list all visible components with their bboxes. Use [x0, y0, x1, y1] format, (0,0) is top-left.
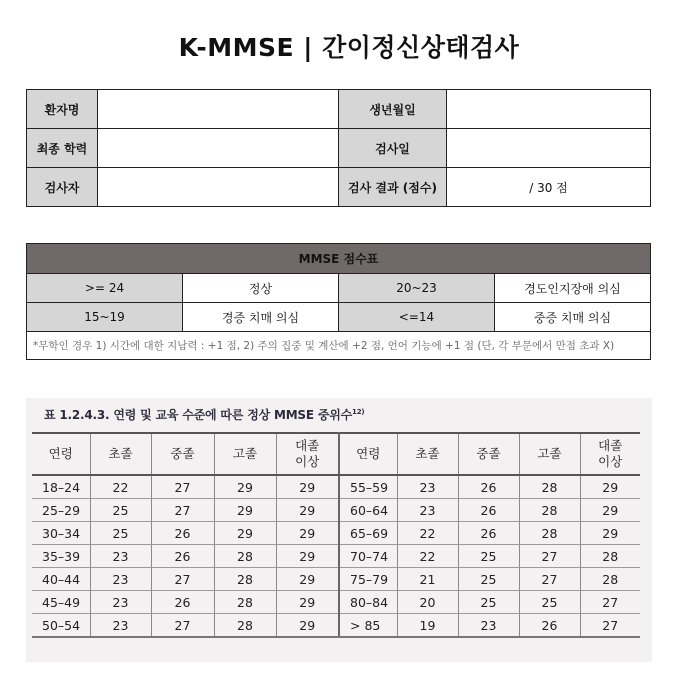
normative-column-header: 대졸 이상 — [580, 433, 640, 475]
score-range: <=14 — [339, 303, 495, 332]
score-interpretation: 정상 — [183, 274, 339, 303]
age-group-cell: 60–64 — [339, 499, 397, 522]
median-score-cell: 23 — [90, 614, 151, 638]
median-score-cell: 27 — [151, 475, 214, 499]
median-score-cell: 28 — [214, 591, 276, 614]
birthdate-field[interactable] — [447, 90, 651, 129]
median-score-cell: 27 — [580, 614, 640, 638]
age-group-cell: 65–69 — [339, 522, 397, 545]
score-interpretation: 경도인지장애 의심 — [495, 274, 651, 303]
median-score-cell: 26 — [151, 545, 214, 568]
normative-row — [32, 475, 640, 499]
median-score-cell: 25 — [458, 545, 519, 568]
age-group-cell: 80–84 — [339, 591, 397, 614]
normative-row — [32, 499, 640, 522]
age-group-cell: 35–39 — [32, 545, 90, 568]
median-score-cell: 28 — [580, 545, 640, 568]
median-score-cell: 29 — [214, 475, 276, 499]
page-title: K-MMSE | 간이정신상태검사 — [178, 33, 520, 62]
score-interpretation: 경증 치매 의심 — [183, 303, 339, 332]
normative-column-header: 중졸 — [458, 433, 519, 475]
result-label: 검사 결과 (점수) — [339, 168, 447, 207]
median-score-cell: 23 — [397, 499, 458, 522]
normative-column-header: 연령 — [32, 433, 90, 475]
score-range: >= 24 — [27, 274, 183, 303]
normative-column-header: 고졸 — [214, 433, 276, 475]
reference-table-image — [26, 398, 652, 662]
normative-column-header: 초졸 — [397, 433, 458, 475]
normative-mmse-table — [32, 432, 640, 638]
median-score-cell: 27 — [151, 614, 214, 638]
examiner-field[interactable] — [98, 168, 339, 207]
median-score-cell: 29 — [580, 522, 640, 545]
patient-name-field[interactable] — [98, 90, 339, 129]
result-score-field[interactable]: / 30 점 — [447, 168, 651, 207]
birthdate-label: 생년월일 — [339, 90, 447, 129]
median-score-cell: 29 — [276, 475, 339, 499]
median-score-cell: 23 — [90, 568, 151, 591]
median-score-cell: 28 — [519, 499, 580, 522]
median-score-cell: 28 — [519, 475, 580, 499]
median-score-cell: 29 — [580, 499, 640, 522]
median-score-cell: 21 — [397, 568, 458, 591]
median-score-cell: 22 — [90, 475, 151, 499]
reference-caption-footnote: 12) — [352, 408, 365, 416]
normative-row — [32, 591, 640, 614]
median-score-cell: 25 — [90, 499, 151, 522]
age-group-cell: 25–29 — [32, 499, 90, 522]
median-score-cell: 28 — [519, 522, 580, 545]
info-row — [27, 90, 651, 129]
median-score-cell: 26 — [519, 614, 580, 638]
median-score-cell: 29 — [276, 522, 339, 545]
score-range: 15~19 — [27, 303, 183, 332]
median-score-cell: 29 — [214, 522, 276, 545]
score-interpretation: 중증 치매 의심 — [495, 303, 651, 332]
normative-column-header: 초졸 — [90, 433, 151, 475]
score-table-header: MMSE 점수표 — [27, 244, 651, 274]
median-score-cell: 20 — [397, 591, 458, 614]
median-score-cell: 19 — [397, 614, 458, 638]
median-score-cell: 26 — [151, 591, 214, 614]
age-group-cell: 45–49 — [32, 591, 90, 614]
normative-column-header: 중졸 — [151, 433, 214, 475]
median-score-cell: 26 — [458, 475, 519, 499]
age-group-cell: 75–79 — [339, 568, 397, 591]
median-score-cell: 25 — [519, 591, 580, 614]
median-score-cell: 29 — [276, 614, 339, 638]
median-score-cell: 27 — [519, 545, 580, 568]
median-score-cell: 29 — [214, 499, 276, 522]
age-group-cell: 18–24 — [32, 475, 90, 499]
median-score-cell: 27 — [151, 499, 214, 522]
score-row — [27, 303, 651, 332]
reference-caption — [44, 406, 364, 423]
median-score-cell: 27 — [519, 568, 580, 591]
normative-row — [32, 614, 640, 638]
median-score-cell: 29 — [276, 499, 339, 522]
median-score-cell: 23 — [90, 545, 151, 568]
median-score-cell: 29 — [580, 475, 640, 499]
age-group-cell: 70–74 — [339, 545, 397, 568]
score-range: 20~23 — [339, 274, 495, 303]
median-score-cell: 23 — [458, 614, 519, 638]
median-score-cell: 28 — [214, 614, 276, 638]
age-group-cell: > 85 — [339, 614, 397, 638]
median-score-cell: 22 — [397, 522, 458, 545]
median-score-cell: 26 — [458, 499, 519, 522]
patient-info-table — [26, 89, 651, 207]
normative-row — [32, 522, 640, 545]
median-score-cell: 23 — [90, 591, 151, 614]
age-group-cell: 30–34 — [32, 522, 90, 545]
normative-column-header: 연령 — [339, 433, 397, 475]
median-score-cell: 23 — [397, 475, 458, 499]
median-score-cell: 28 — [214, 545, 276, 568]
median-score-cell: 26 — [458, 522, 519, 545]
info-row — [27, 129, 651, 168]
exam-date-label: 검사일 — [339, 129, 447, 168]
education-label: 최종 학력 — [27, 129, 98, 168]
median-score-cell: 25 — [90, 522, 151, 545]
median-score-cell: 29 — [276, 568, 339, 591]
age-group-cell: 40–44 — [32, 568, 90, 591]
patient-name-label: 환자명 — [27, 90, 98, 129]
median-score-cell: 27 — [151, 568, 214, 591]
median-score-cell: 27 — [580, 591, 640, 614]
age-group-cell: 55–59 — [339, 475, 397, 499]
median-score-cell: 25 — [458, 568, 519, 591]
exam-date-field[interactable] — [447, 129, 651, 168]
normative-header-row — [32, 433, 640, 475]
normative-row — [32, 545, 640, 568]
median-score-cell: 29 — [276, 545, 339, 568]
examiner-label: 검사자 — [27, 168, 98, 207]
median-score-cell: 25 — [458, 591, 519, 614]
median-score-cell: 28 — [580, 568, 640, 591]
mmse-score-table — [26, 243, 651, 360]
median-score-cell: 26 — [151, 522, 214, 545]
score-row — [27, 274, 651, 303]
median-score-cell: 29 — [276, 591, 339, 614]
reference-caption-text: 표 1.2.4.3. 연령 및 교육 수준에 따른 정상 MMSE 중위수 — [44, 408, 353, 422]
median-score-cell: 28 — [214, 568, 276, 591]
normative-row — [32, 568, 640, 591]
age-group-cell: 50–54 — [32, 614, 90, 638]
education-field[interactable] — [98, 129, 339, 168]
median-score-cell: 22 — [397, 545, 458, 568]
illiterate-adjustment-note: *무학인 경우 1) 시간에 대한 지남력 : +1 점, 2) 주의 집중 및 계산에 +2 점, 언어 기능에 +1 점 (단, 각 부문에서 만점 초과 X) — [27, 332, 651, 360]
normative-column-header: 고졸 — [519, 433, 580, 475]
normative-column-header: 대졸 이상 — [276, 433, 339, 475]
info-row — [27, 168, 651, 207]
